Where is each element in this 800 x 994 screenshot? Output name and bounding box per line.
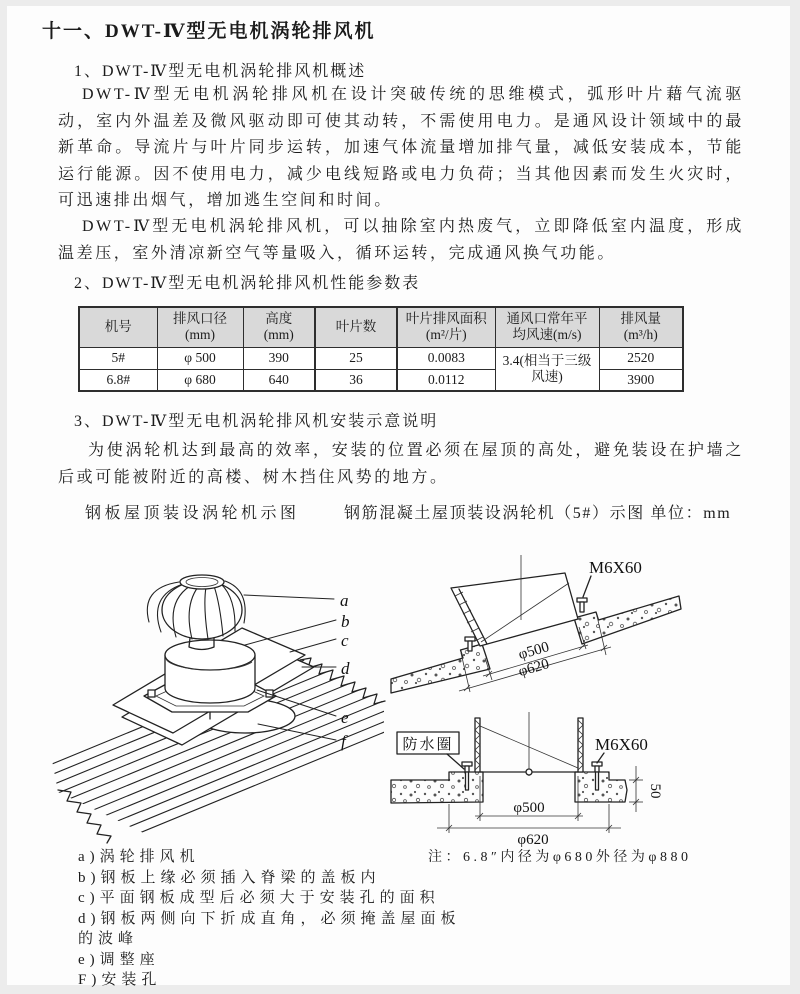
section-3-paragraph: 为使涡轮机达到最高的效率，安装的位置必须在屋顶的高处，避免装设在护墙之后或可能被附近的高楼、树木挡住风势的地方。 [58,442,744,486]
legend-item-f: F)安装孔 [78,972,162,988]
figure-caption-steel-roof: 钢板屋顶装设涡轮机示图 [85,505,300,522]
header-blade-count: 叶片数 [315,307,397,347]
bolt-label-bottom: M6X60 [595,735,648,754]
legend-item-e: e)调整座 [78,951,160,968]
center-pivot [526,769,532,775]
cell-area: 0.0083 [397,347,495,369]
section-1-paragraph-1: DWT-Ⅳ型无电机涡轮排风机在设计突破传统的思维模式，弧形叶片藉气流驱动，室内外温差及微风驱动即可使其动转，不需使用电力。是通风设计领域中的最新革命。导流片与叶片同步运转，加速气体流量增加排气量，减低安装成本，节能运行能源。因不使用电力，减少电线短路或电力负荷；当其他因素而发生火灾时，可迅速排出烟气，增加逃生空间和时间。 [58,86,744,209]
concrete-slab-left [391,772,483,803]
dim-500-label: φ500 [516,639,552,664]
legend-item-a: a)涡轮排风机 [78,849,200,865]
waterproof-label: 防水圈 [402,737,454,753]
legend-item-d: d)钢板两侧向下折成直角，必须掩盖屋面板 [78,910,461,927]
legend-item-b: b)钢板上缘必须插入脊梁的盖板内 [78,869,381,886]
header-air-volume: 排风量 (m³/h) [599,307,683,347]
cell-volume: 3900 [599,369,683,391]
concrete-slab-left [391,644,490,693]
dim-50 [629,766,643,812]
flange-tab-left [148,690,155,697]
dim-50-label: 50 [647,783,663,799]
figure-note: 注：6.8″内径为φ680外径为φ880 [428,850,692,865]
scan-edge-left [0,0,7,994]
figure-caption-concrete-roof: 钢筋混凝土屋顶装设涡轮机（5#）示图 单位：mm [344,505,732,522]
header-wind-speed: 通风口常年平均风速(m/s) [495,307,599,347]
header-outlet-diameter: 排风口径 (mm) [157,307,243,347]
performance-table [78,306,684,392]
section-1-heading: 1、DWT-Ⅳ型无电机涡轮排风机概述 [74,63,367,80]
section-1-paragraph-2: DWT-Ⅳ型无电机涡轮排风机，可以抽除室内热废气，立即降低室内温度，形成温差压，室外清凉新空气等量吸入，循环运转，完成通风换气功能。 [58,218,744,262]
bolt-right [577,598,587,612]
bolt-leader [583,576,591,597]
page-title: 十一、DWT-Ⅳ型无电机涡轮排风机 [42,21,376,42]
concrete-slab-right [574,596,681,644]
scan-edge-right [790,0,800,994]
label-b: b [341,612,350,631]
header-height: 高度 (mm) [243,307,315,347]
cell-wind-speed-merged: 3.4(相当于三级风速) [495,347,599,391]
header-blade-area: 叶片排风面积 (m²/片) [397,307,495,347]
cell-volume: 2520 [599,347,683,369]
label-f: f [341,732,346,751]
label-e: e [341,708,349,727]
section-3-heading: 3、DWT-Ⅳ型无电机涡轮排风机安装示意说明 [74,413,439,430]
drum-top [165,640,255,670]
cell-diameter: φ 500 [157,347,243,369]
ball-opening [180,575,224,589]
label-c: c [341,631,349,650]
legend-item-c: c)平面钢板成型后必须大于安装孔的面积 [78,890,440,906]
figure-legend [78,847,461,991]
cell-height: 390 [243,347,315,369]
cell-machine-no: 5# [79,347,157,369]
figure-flat-roof-diagram [383,706,693,866]
section-2-heading: 2、DWT-Ⅳ型无电机涡轮排风机性能参数表 [74,275,421,292]
scan-edge-top [0,0,800,6]
cell-diameter: φ 680 [157,369,243,391]
cell-area: 0.0112 [397,369,495,391]
header-machine-no: 机号 [79,307,157,347]
label-d: d [341,659,350,678]
dim-620-label: φ620 [516,656,552,681]
bolt-label-top: M6X60 [589,558,642,577]
concrete-slab-right [575,772,627,802]
figure-steel-roof-diagram [52,538,387,843]
cell-machine-no: 6.8# [79,369,157,391]
roof-wave-edge-left [58,790,111,843]
label-a: a [340,591,349,610]
legend-item-d-cont: 的波峰 [78,931,139,947]
dim-620-label: φ620 [517,832,549,848]
waterproof-leader [447,754,464,769]
table-row-5 [79,347,683,369]
table-header-row [79,307,683,347]
cell-blades: 36 [315,369,397,391]
dim-500-label: φ500 [513,800,545,816]
cell-blades: 25 [315,347,397,369]
cell-height: 640 [243,369,315,391]
